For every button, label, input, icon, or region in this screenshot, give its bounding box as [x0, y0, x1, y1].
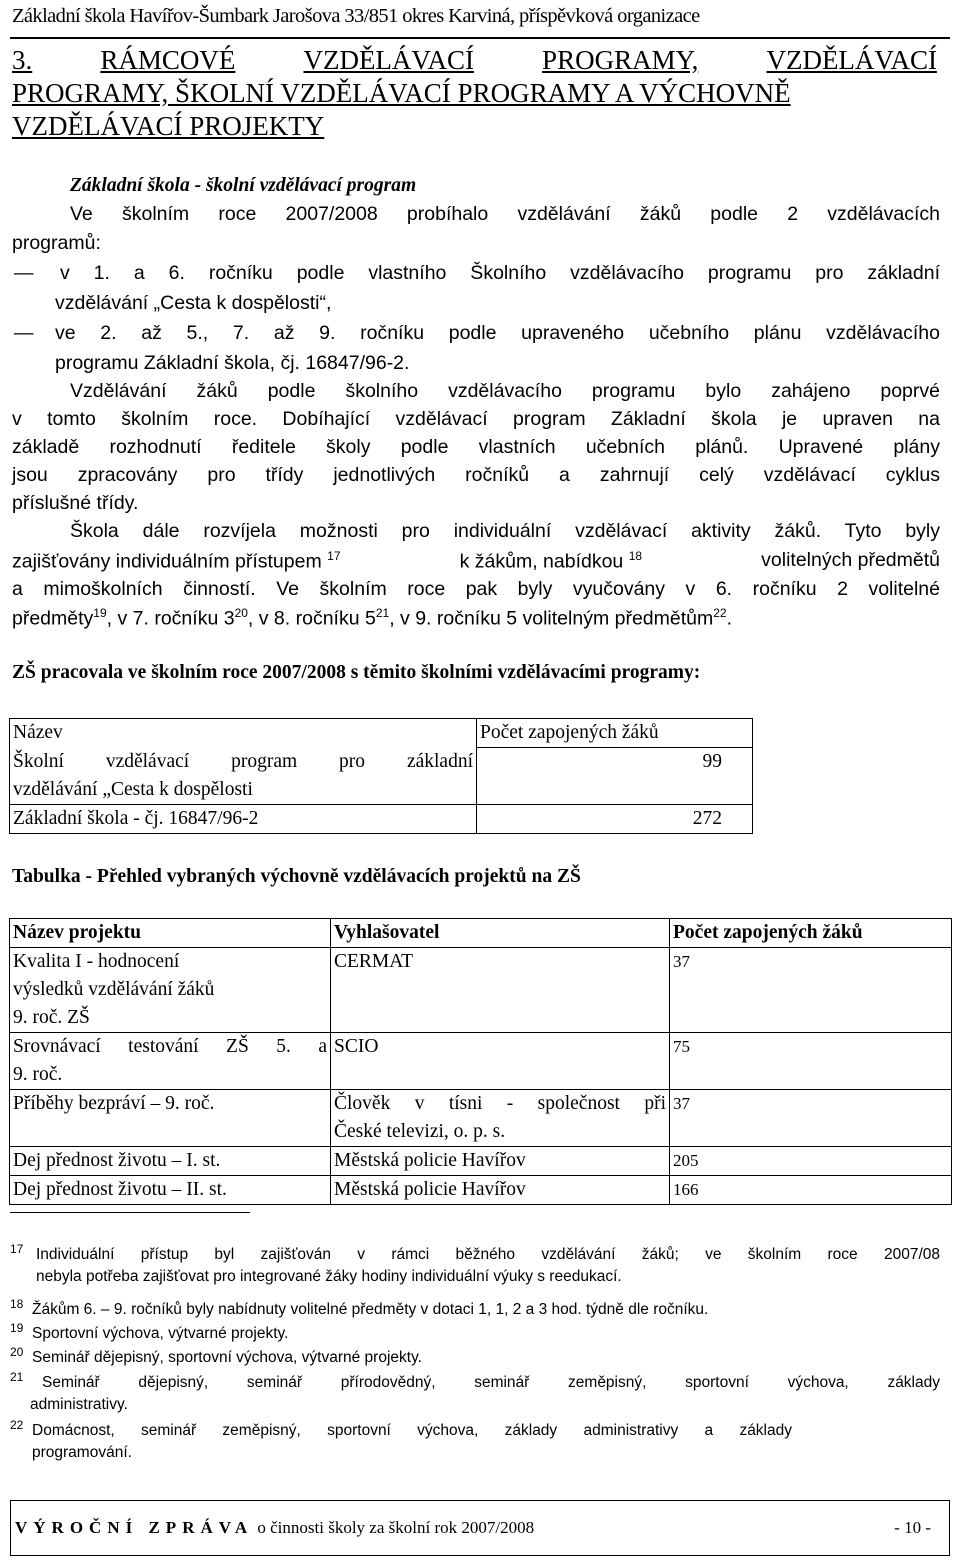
table-cell: 99	[477, 748, 753, 805]
bullet-dash-icon: —	[14, 262, 34, 284]
paragraph-line: základě rozhodnutí ředitele školy podle vlastních učebních plánů. Upravené plány	[12, 436, 940, 458]
paragraph-line: a mimoškolních činností. Ve školním roce pak byly vyučovány v 6. ročníku 2 volitelné	[12, 578, 940, 600]
footnote-ref: 21	[375, 606, 390, 620]
footnote-text: Seminář dějepisný, seminář přírodovědný, seminář zeměpisný, sportovní výchova, základy	[42, 1374, 940, 1391]
text-span: , v 8. ročníku 5	[247, 607, 376, 630]
footnote-text: administrativy.	[30, 1396, 128, 1413]
footnote-rule	[10, 1212, 250, 1213]
table-row	[10, 1033, 952, 1090]
paragraph-line: Škola dále rozvíjela možnosti pro individuální vzdělávací aktivity žáků. Tyto byly	[70, 520, 940, 542]
projects-table	[9, 918, 952, 1205]
cell-text: Dej přednost životu – II. st.	[13, 1179, 227, 1200]
cell-text: České televizi, o. p. s.	[334, 1121, 506, 1142]
table-header-row	[10, 919, 952, 948]
cell-text: Kvalita I - hodnocení	[13, 951, 180, 972]
table-row	[10, 1090, 952, 1147]
table-cell: 166	[670, 1176, 952, 1205]
table-cell	[331, 1033, 670, 1090]
footnote-number: 22	[10, 1418, 24, 1432]
table-cell	[331, 1147, 670, 1176]
footnote	[10, 1347, 422, 1369]
chapter-title-line-1	[12, 44, 937, 77]
footnote-text: Individuální přístup byl zajišťován v rámci běžného vzdělávání žáků; ve školním roce 2007/08	[36, 1246, 940, 1263]
text-span: , v 9. ročníku 5 volitelným předmětům	[389, 607, 714, 630]
footnote	[10, 1244, 940, 1288]
paragraph-line: příslušné třídy.	[12, 492, 139, 514]
table-cell	[331, 1176, 670, 1205]
table-header-row	[10, 719, 753, 748]
footnote-number: 19	[10, 1321, 24, 1335]
text-span	[12, 549, 341, 574]
footnote-ref: 19	[93, 606, 107, 620]
table-header-cell: Název	[10, 719, 477, 748]
footer-title	[15, 1518, 534, 1538]
chapter-word: VZDĚLÁVACÍ	[766, 45, 937, 75]
table-row	[10, 1176, 952, 1205]
cell-text: Městská policie Havířov	[334, 1150, 526, 1171]
cell-text: Člověk v tísni - společnost při	[334, 1093, 666, 1114]
bullet-dash-icon: —	[14, 322, 34, 344]
paragraph-line	[12, 549, 940, 574]
text-span: k žákům, nabídkou	[459, 550, 624, 573]
chapter-word: RÁMCOVÉ	[100, 45, 236, 75]
cell-text: Příběhy bezpráví – 9. roč.	[13, 1093, 215, 1114]
bullet-line: programu Základní škola, čj. 16847/96-2.	[55, 352, 410, 374]
footnote-text: Žákům 6. – 9. ročníků byly nabídnuty volitelné předměty v dotaci 1, 1, 2 a 3 hod. týdně dle ročníku.	[32, 1301, 709, 1318]
cell-text: 9. roč.	[13, 1064, 63, 1085]
footnote	[10, 1420, 940, 1464]
text-span: volitelných předmětů	[761, 549, 940, 571]
cell-text: SCIO	[334, 1036, 379, 1057]
footnote-text: nebyla potřeba zajišťovat pro integrované žáky hodiny individuální výuky s reedukací.	[36, 1268, 622, 1285]
page-footer	[10, 1500, 950, 1556]
page-header: Základní škola Havířov-Šumbark Jarošova 33/851 okres Karviná, příspěvková organizace	[12, 5, 700, 27]
footnote-number: 20	[10, 1345, 24, 1359]
cell-text: 9. roč. ZŠ	[13, 1007, 90, 1028]
cell-text: CERMAT	[334, 951, 414, 972]
chapter-title-line-3: VZDĚLÁVACÍ PROJEKTY	[12, 111, 325, 141]
table-header-cell: Počet zapojených žáků	[670, 919, 952, 948]
table-row	[10, 948, 952, 1033]
paragraph-line: v tomto školním roce. Dobíhající vzdělávací program Základní škola je upraven na	[12, 408, 940, 430]
bullet-line: ve 2. až 5., 7. až 9. ročníku podle upraveného učebního plánu vzdělávacího	[55, 322, 940, 344]
footer-report-subtitle: o činnosti školy za školní rok 2007/2008	[257, 1518, 535, 1537]
paragraph-line	[12, 606, 732, 631]
table-cell: Základní škola - čj. 16847/96-2	[10, 804, 477, 833]
table-cell: 37	[670, 1090, 952, 1147]
paragraph-line: programů:	[12, 232, 101, 254]
table-cell	[10, 1090, 331, 1147]
table-cell: 37	[670, 948, 952, 1033]
cell-text: Školní vzdělávací program pro základní	[13, 750, 473, 772]
table-row	[10, 1147, 952, 1176]
table-row	[10, 804, 753, 833]
paragraph-line: Vzdělávání žáků podle školního vzdělávacího programu bylo zahájeno poprvé	[70, 380, 940, 402]
programs-heading: ZŠ pracovala ve školním roce 2007/2008 s těmito školními vzdělávacími programy:	[12, 662, 701, 683]
table-header-cell: Vyhlašovatel	[331, 919, 670, 948]
cell-text: Dej přednost životu – I. st.	[13, 1150, 221, 1171]
footnote-ref: 20	[234, 606, 248, 620]
footnote-number: 18	[10, 1297, 24, 1311]
programs-table	[9, 718, 753, 834]
paragraph-line: Ve školním roce 2007/2008 probíhalo vzdělávání žáků podle 2 vzdělávacích	[70, 203, 940, 225]
table-cell	[10, 748, 477, 805]
chapter-title	[12, 44, 937, 143]
table-cell: 205	[670, 1147, 952, 1176]
footer-report-label: VÝROČNÍ ZPRÁVA	[15, 1518, 254, 1537]
cell-text: Městská policie Havířov	[334, 1179, 526, 1200]
footnote-number: 17	[10, 1242, 24, 1256]
text-span: předměty	[12, 607, 94, 630]
text-span: .	[726, 607, 733, 630]
page-number: - 10 -	[894, 1518, 931, 1537]
cell-text: výsledků vzdělávání žáků	[13, 979, 215, 1000]
table-header-cell: Název projektu	[10, 919, 331, 948]
header-rule	[10, 37, 950, 39]
chapter-word: 3.	[12, 45, 33, 75]
footnote-text: Seminář dějepisný, sportovní výchova, výtvarné projekty.	[32, 1349, 422, 1366]
table-header-cell: Počet zapojených žáků	[477, 719, 753, 748]
footnote	[10, 1372, 940, 1416]
section-subheading: Základní škola - školní vzdělávací program	[70, 175, 417, 196]
paragraph-line: jsou zpracovány pro třídy jednotlivých ročníků a zahrnují celý vzdělávací cyklus	[12, 464, 940, 486]
projects-heading: Tabulka - Přehled vybraných výchovně vzdělávacích projektů na ZŠ	[12, 866, 581, 887]
cell-text: Srovnávací testování ZŠ 5. a	[13, 1036, 327, 1057]
table-cell	[10, 1033, 331, 1090]
chapter-word: PROGRAMY,	[542, 45, 699, 75]
table-cell	[10, 1176, 331, 1205]
footnote-ref: 18	[628, 549, 643, 563]
footnote	[10, 1323, 288, 1345]
table-cell: 75	[670, 1033, 952, 1090]
footnote-text: programování.	[32, 1444, 132, 1461]
chapter-word: VZDĚLÁVACÍ	[303, 45, 474, 75]
table-cell	[10, 1147, 331, 1176]
table-row	[10, 748, 753, 805]
footnote-text: Domácnost, seminář zeměpisný, sportovní výchova, základy administrativy a základy	[32, 1422, 792, 1439]
table-cell: 272	[477, 804, 753, 833]
bullet-line: vzdělávání „Cesta k dospělosti“,	[55, 292, 332, 314]
table-cell	[331, 948, 670, 1033]
table-cell	[331, 1090, 670, 1147]
text-span	[460, 549, 642, 574]
bullet-line: v 1. a 6. ročníku podle vlastního Školního vzdělávacího programu pro základní	[60, 262, 940, 284]
footnote-ref: 22	[713, 606, 727, 620]
footnote-text: Sportovní výchova, výtvarné projekty.	[32, 1325, 289, 1342]
footnote-number: 21	[10, 1370, 24, 1384]
cell-text: vzdělávání „Cesta k dospělosti	[13, 778, 253, 800]
footnote	[10, 1299, 708, 1321]
table-cell	[10, 948, 331, 1033]
chapter-title-line-2: PROGRAMY, ŠKOLNÍ VZDĚLÁVACÍ PROGRAMY A VÝCHOVNĚ	[12, 78, 791, 108]
text-span: zajišťovány individuálním přístupem	[12, 550, 322, 573]
footnote-ref: 17	[327, 549, 341, 563]
text-span: , v 7. ročníku 3	[106, 607, 235, 630]
